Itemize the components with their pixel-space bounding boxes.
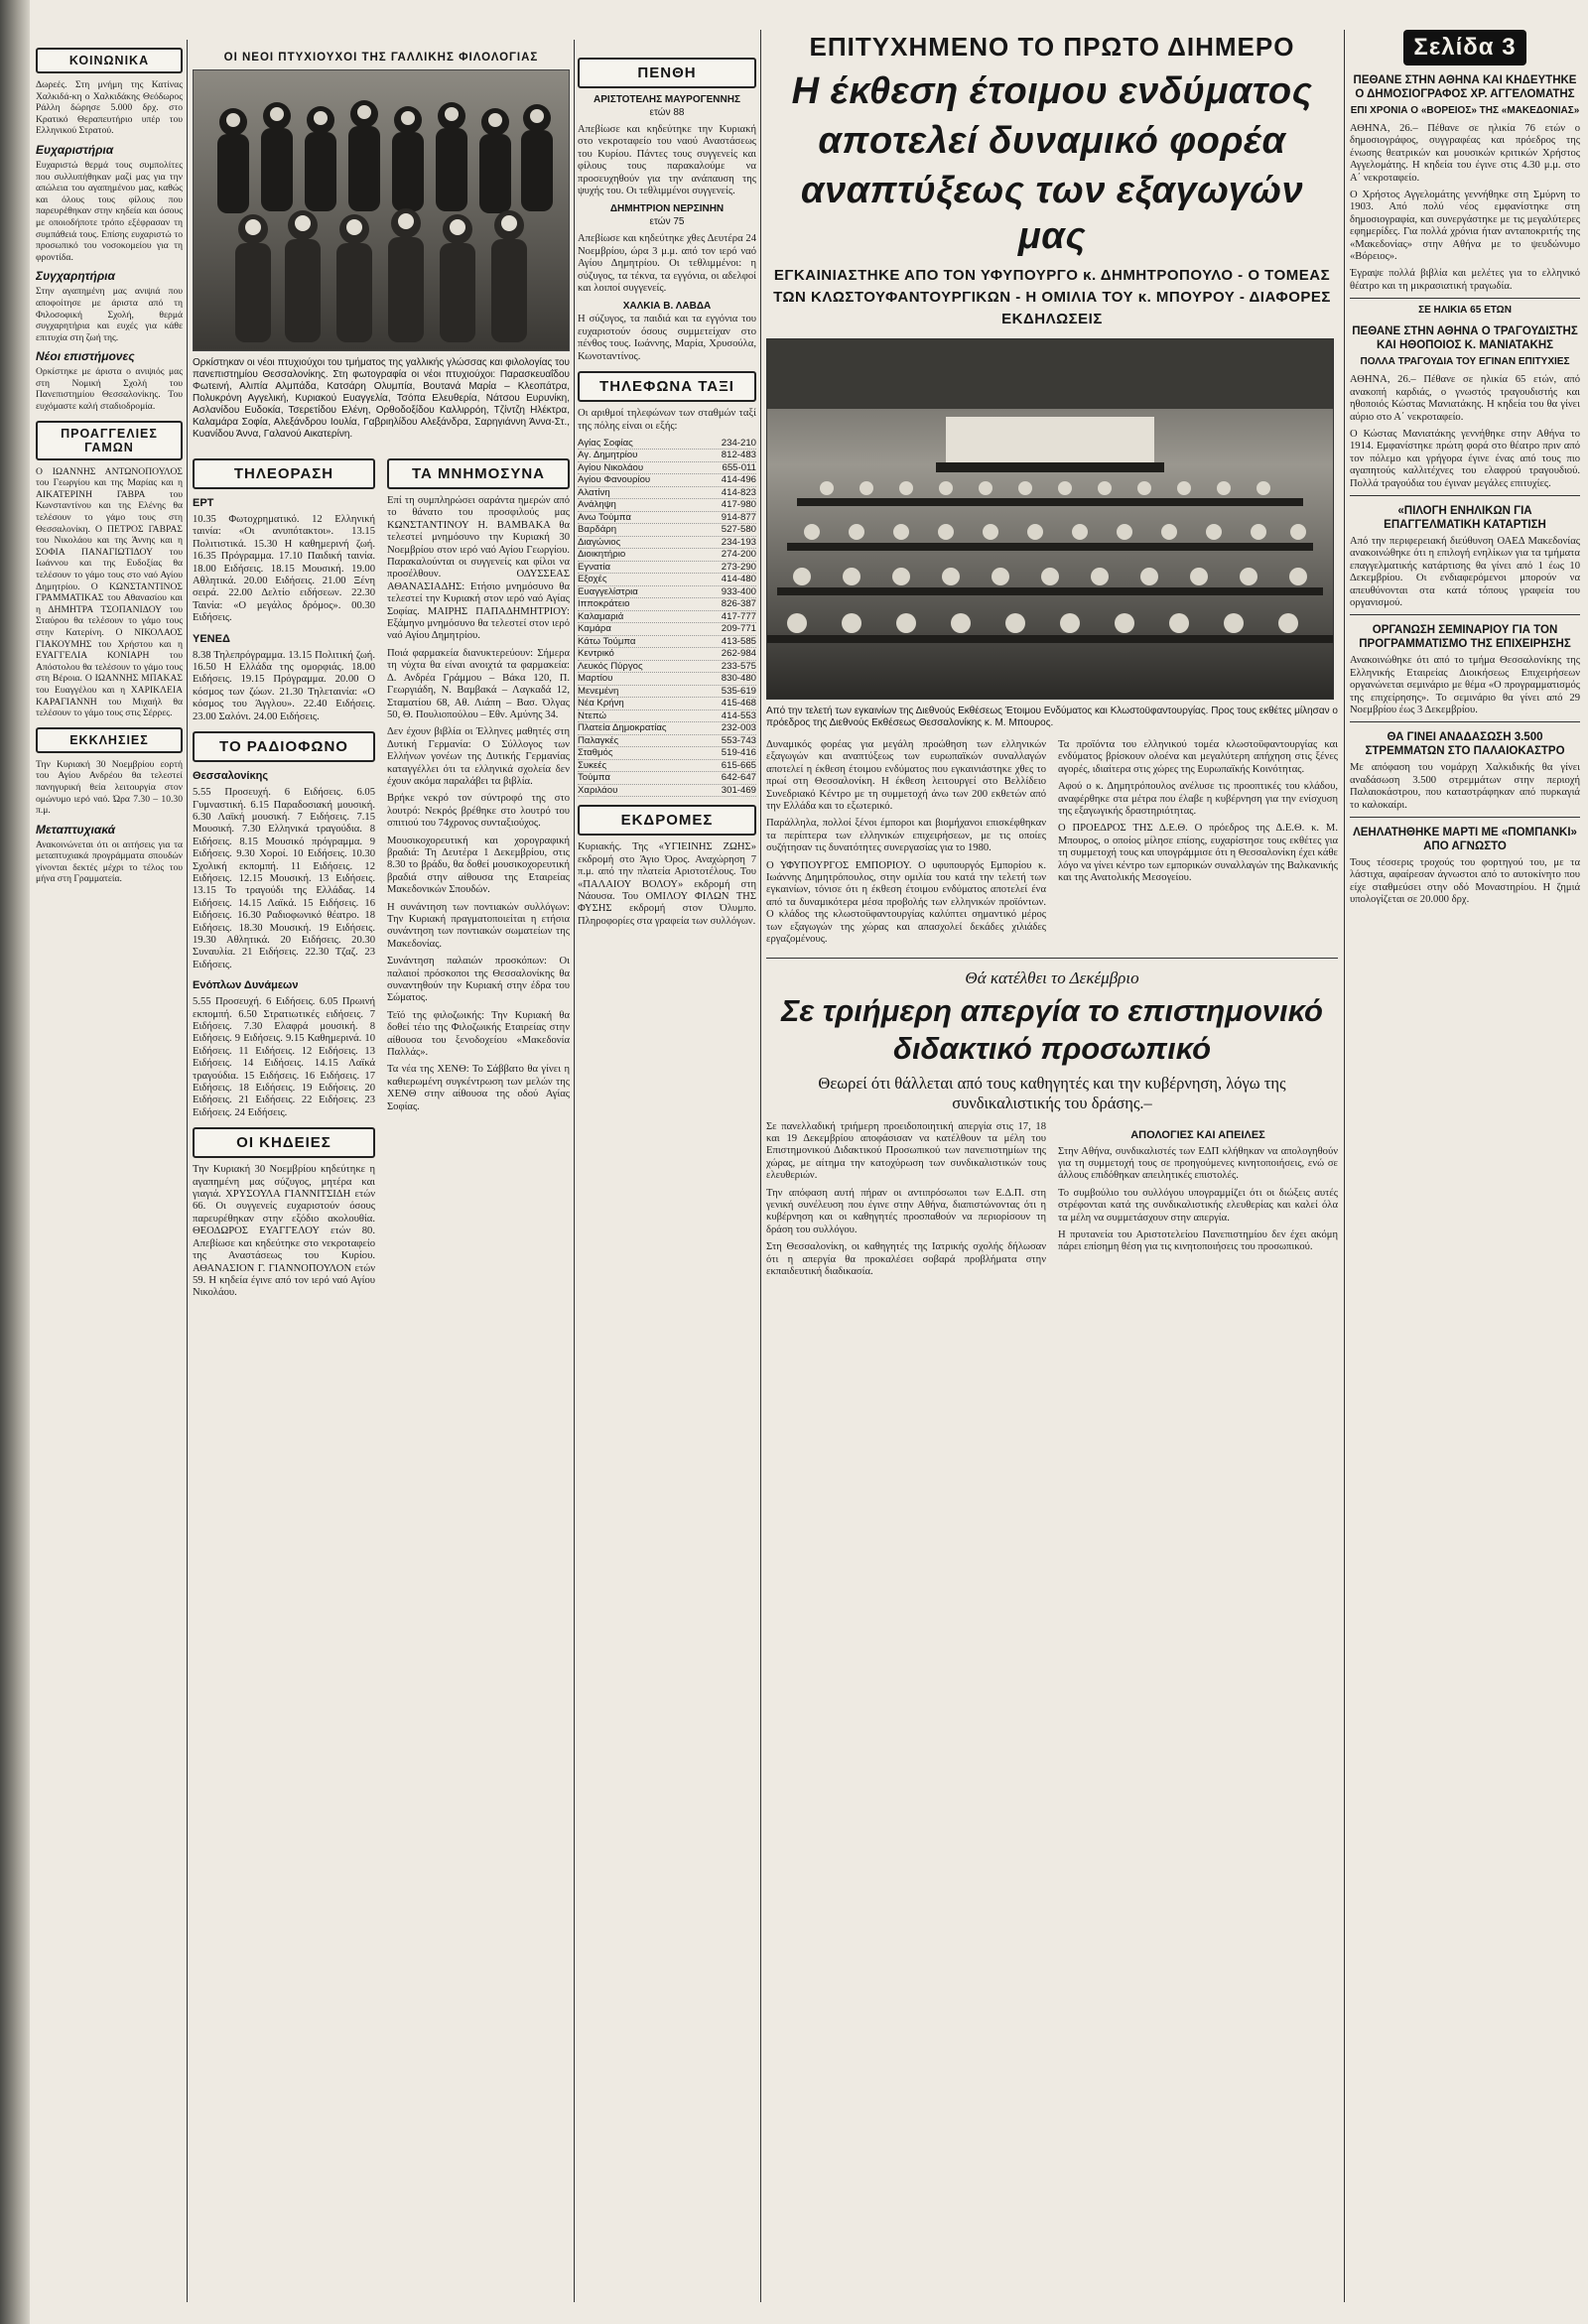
taxi-phone-row bbox=[578, 636, 756, 649]
strike-paragraph: Το συμβούλιο του συλλόγου υπογραμμίζει ότι οι διώξεις αυτές στρέφονται κατά της συνδικαλιστικής ελευθερίας και καλεί όλα τα μέλη να συμμετάσχουν στην απεργία. bbox=[1058, 1187, 1338, 1224]
taxi-phone-row bbox=[578, 512, 756, 525]
taxi-stand-name: Αλατίνη bbox=[578, 486, 610, 498]
news-brief: Ποιά φαρμακεία διανυκτερεύουν: Σήμερα τη νύχτα θα είναι ανοιχτά τα φαρμακεία: Δ. Ανδρέα Γράμμου – Βάκα 120, Π. Γεωργιάδη, Ν. Βαμβακά – Λαγκαδά 12, Σταματίου 68, Αθ. Λιάπη – Βασ. Όλγας 50, Θ. Πουλιοπούλου – Εθν. Αμύνης 34. bbox=[387, 647, 570, 720]
page-section-label: Σελίδα 3 bbox=[1403, 30, 1525, 65]
taxi-phone-row bbox=[578, 648, 756, 661]
lead-body-right bbox=[1058, 739, 1338, 952]
armed-forces-radio-heading: Ενόπλων Δυνάμεων bbox=[193, 979, 299, 992]
social-text: Δωρεές. Στη μνήμη της Κατίνας Χαλκιδά-κη ο Χαλκιδάκης Θεόδωρος Ράλλη δώρησε 5.000 δρχ. στο Κρατικό Θεραπευτήριο υπέρ του Ελληνικού Στρατού. bbox=[36, 79, 183, 137]
armed-forces-radio-schedule: 5.55 Προσευχή. 6 Ειδήσεις. 6.05 Πρωινή εκπομπή. 6.50 Στρατιωτικές ειδήσεις. 7 Ειδήσεις. 7.30 Ελαφρά μουσική. 8 Ειδήσεις. 9 Ειδήσεις. 9.15 Καθημερινά. 10 Ειδήσεις. 11 Ειδήσεις. 12 Ειδήσεις. 13 Ειδήσεις. 14 Ειδήσεις. 14.15 Λαϊκά τραγούδια. 15 Ειδήσεις. 16 Ειδήσεις. 17 Ειδήσεις. 18 Ειδήσεις. 19 Ειδήσεις. 20 Ειδήσεις. 21 Ειδήσεις. 22 Ειδήσεις. 23 Ειδήσεις. 24 Ειδήσεις. bbox=[193, 996, 375, 1118]
taxi-stand-name: Τούμπα bbox=[578, 772, 610, 784]
taxi-stand-number: 527-580 bbox=[721, 524, 756, 536]
taxi-phones-heading: ΤΗΛΕΦΩΝΑ ΤΑΞΙ bbox=[578, 371, 756, 402]
taxi-stand-name: Βαρδάρη bbox=[578, 524, 617, 536]
taxi-phone-row bbox=[578, 487, 756, 500]
taxi-phone-row bbox=[578, 661, 756, 674]
column-rule bbox=[1344, 30, 1345, 2302]
news-brief: Βρήκε νεκρό τον σύντροφό της στο λουτρό: Νεκρός βρέθηκε στο λουτρό του σπιτιού του 74χρονος συνταξιούχος. bbox=[387, 793, 570, 830]
taxi-stand-name: Αγίου Νικολάου bbox=[578, 461, 644, 473]
deceased-age: ετών 75 bbox=[649, 216, 685, 228]
social-head: Μεταπτυχιακά bbox=[36, 822, 116, 837]
taxi-phone-row bbox=[578, 438, 756, 451]
taxi-phones-intro: Οι αριθμοί τηλεφώνων των σταθμών ταξί της πόλης είναι οι εξής: bbox=[578, 408, 756, 432]
reforestation-headline: ΘΑ ΓΙΝΕΙ ΑΝΑΔΑΣΩΣΗ 3.500 ΣΤΡΕΜΜΑΤΩΝ ΣΤΟ ΠΑΛΑΙΟΚΑΣΤΡΟ bbox=[1365, 731, 1565, 758]
column-rule bbox=[187, 40, 188, 2302]
taxi-stand-number: 642-647 bbox=[721, 772, 756, 784]
singer-obit-paragraph: ΑΘΗΝΑ, 26.– Πέθανε σε ηλικία 65 ετών, από ανακοπή καρδιάς, ο γνωστός τραγουδιστής και ηθοποιός Κώστας Μανιατάκης. Η κηδεία του θα γίνει αύριο στο Α΄ νεκροταφείο. bbox=[1350, 374, 1580, 423]
social-item bbox=[36, 48, 183, 137]
taxi-stand-name: Ευαγγελίστρια bbox=[578, 585, 638, 597]
column-rule bbox=[574, 40, 575, 2302]
social-text: Ορκίστηκε με άριστα ο ανιψιός μας στη Νομική Σχολή του Πανεπιστημίου Θεσσαλονίκης. Του ευχόμαστε καλή σταδιοδρομία. bbox=[36, 366, 183, 413]
social-text: Στην αγαπημένη μας ανιψιά που αποφοίτησε με άριστα από τη Φιλοσοφική Σχολή, θερμά συγχαρητήρια και ευχές για κάθε επιτυχία στη ζωή της. bbox=[36, 286, 183, 343]
strike-story bbox=[766, 958, 1338, 1284]
news-brief: Συνάντηση παλαιών προσκόπων: Οι παλαιοί πρόσκοποι της Θεσσαλονίκης θα συναντηθούν την Κυριακή στην έδρα του Σώματος. bbox=[387, 956, 570, 1004]
social-text: Ανακοινώνεται ότι οι αιτήσεις για τα μεταπτυχιακά προγράμματα σπουδών γίνονται δεκτές μέχρι το τέλος του μήνα στη Γραμματεία. bbox=[36, 839, 183, 885]
taxi-stand-number: 234-210 bbox=[721, 437, 756, 449]
deceased-age: ετών 88 bbox=[649, 107, 685, 118]
training-text: Από την περιφερειακή διεύθυνση ΟΑΕΔ Μακεδονίας ανακοινώθηκε ότι η επιλογή ενηλίκων για τα τμήματα επαγγελματικής κατάρτισης θα γίνει από 1 έως 10 Δεκεμβρίου. Οι ενδιαφερόμενοι μπορούν να απευθύνονται στα κατά τόπους γραφεία του οργανισμού. bbox=[1350, 535, 1580, 608]
condolence-item bbox=[578, 301, 756, 363]
lead-paragraph: Τα προϊόντα του ελληνικού τομέα κλωστοϋφαντουργίας και ενδύματος βρίσκουν ολοένα και μεγαλύτερη απήχηση στις ξένες αγορές, ιδιαίτερα στις χώρες της Ευρωπαϊκής Κοινότητας. bbox=[1058, 739, 1338, 775]
taxi-stand-name: Ντεπώ bbox=[578, 710, 606, 721]
news-brief: Τα νέα της ΧΕΝΘ: Το Σάββατο θα γίνει η καθιερωμένη συγκέντρωση των μελών της ΧΕΝΘ στην αίθουσα της οδού Αγίας Σοφίας. bbox=[387, 1064, 570, 1112]
right-column bbox=[1350, 30, 1580, 2302]
lead-deck: ΕΓΚΑΙΝΙΑΣΤΗΚΕ ΑΠΟ ΤΟΝ ΥΦΥΠΟΥΡΓΟ κ. ΔΗΜΗΤΡΟΠΟΥΛΟ - Ο ΤΟΜΕΑΣ ΤΩΝ ΚΛΩΣΤΟΥΦΑΝΤΟΥΡΓΙΚΩΝ - Η ΟΜΙΛΙΑ ΤΟΥ κ. ΜΠΟΥΡΟΥ - ΔΙΑΦΟΡΕΣ ΕΚΔΗΛΩΣΕΙΣ bbox=[773, 267, 1331, 327]
condolence-item bbox=[578, 203, 756, 295]
news-brief: Δεν έχουν βιβλία οι Έλληνες μαθητές στη Δυτική Γερμανία: Ο Σύλλογος των Ελλήνων γονέων της Δυτικής Γερμανίας καταγγέλλει ότι τα ελληνικά σχολεία δεν έχουν ακόμα παραλάβει τα βιβλία. bbox=[387, 726, 570, 787]
memorials-heading: ΤΑ ΜΝΗΜΟΣΥΝΑ bbox=[387, 458, 570, 489]
taxi-stand-number: 414-823 bbox=[721, 486, 756, 498]
lead-paragraph: Αφού ο κ. Δημητρόπουλος ανέλυσε τις προοπτικές του κλάδου, αναφέρθηκε στα μέτρα που έλαβε η κυβέρνηση για την ενίσχυση της εξαγωγικής δραστηριότητας. bbox=[1058, 781, 1338, 818]
taxi-phone-row bbox=[578, 524, 756, 537]
taxi-stand-number: 535-619 bbox=[721, 685, 756, 697]
taxi-phone-row bbox=[578, 562, 756, 575]
taxi-stand-number: 830-480 bbox=[721, 673, 756, 685]
social-head: Ευχαριστήρια bbox=[36, 142, 114, 157]
memorials-text: Επί τη συμπληρώσει σαράντα ημερών από το θάνατο του προσφιλούς μας ΚΩΝΣΤΑΝΤΙΝΟΥ Η. ΒΑΜΒΑΚΑ θα τελεστεί μνημόσυνο την Κυριακή 30 Νοεμβρίου στον ιερό ναό Αγίου Γεωργίου. Παρακαλούνται οι συγγενείς και φίλοι να προσέλθουν. ΟΔΥΣΣΕΑΣ ΑΘΑΝΑΣΙΑΔΗΣ: Ετήσιο μνημόσυνο θα τελεστεί την Κυριακή στον ιερό ναό Αγίας Σοφίας. ΜΑΙΡΗΣ ΠΑΠΑΔΗΜΗΤΡΙΟΥ: Εξάμηνο μνημόσυνο θα τελεστεί στον ιερό ναό Αγίου Δημητρίου. bbox=[387, 495, 570, 642]
social-item bbox=[36, 349, 183, 412]
deceased-name: ΧΑΛΚΙΑ Β. ΛΑΒΔΑ bbox=[622, 301, 712, 313]
thessaloniki-radio-schedule: 5.55 Προσευχή. 6 Ειδήσεις. 6.05 Γυμναστική. 6.15 Παραδοσιακή μουσική. 6.30 Λαϊκή μουσική. 7 Ειδήσεις. 7.15 Μουσική. 7.30 Ελληνικά τραγούδια. 8 Ειδήσεις. 8.15 Μουσικό πρόγραμμα. 9 Ειδήσεις. 9.30 Χοροί. 10 Ειδήσεις. 10.30 Σχολική εκπομπή. 11 Ειδήσεις. 12 Ειδήσεις. 12.15 Μουσική. 13 Ειδήσεις. 13.15 Το τραγούδι της Ελλάδας. 14 Ειδήσεις. 14.15 Λαϊκά. 15 Ειδήσεις. 16 Ειδήσεις. 16.30 Ραδιοφωνικό θέατρο. 18 Ειδήσεις. 18.30 Μουσική. 19 Ειδήσεις. 19.30 Αθλητικά. 20 Ειδήσεις. 20.30 Συναυλία. 21 Ειδήσεις. 22.30 Τζαζ. 23 Ειδήσεις. bbox=[193, 787, 375, 970]
social-head: ΕΚΚΛΗΣΙΕΣ bbox=[36, 727, 183, 753]
social-item bbox=[36, 269, 183, 343]
lead-body-left bbox=[766, 739, 1046, 952]
taxi-stand-number: 273-290 bbox=[721, 561, 756, 573]
journalist-obit-paragraph: Ο Χρήστος Αγγελομάτης γεννήθηκε στη Σμύρνη το 1903. Από πολύ νέος εμφανίστηκε στη δημοσιογραφία, και συνεργάστηκε με τις μεγαλύτερες εφημερίδες. Για πολλά χρόνια ήταν ανταποκριτής της «Μακεδονίας» στην Αθήνα με το ψευδώνυμο «Βόρειος». bbox=[1350, 190, 1580, 263]
taxi-phone-row bbox=[578, 474, 756, 487]
exhibition-photo bbox=[766, 338, 1334, 700]
taxi-stand-number: 933-400 bbox=[721, 585, 756, 597]
social-text: Ο ΙΩΑΝΝΗΣ ΑΝΤΩΝΟΠΟΥΛΟΣ του Γεωργίου και της Μαρίας και η ΑΙΚΑΤΕΡΙΝΗ ΓΑΒΡΑ του Κωνσταντίνου και της Ελένης θα τελέσουν το γάμο τους στη Θεσσαλονίκη. Ο ΠΕΤΡΟΣ ΓΑΒΡΑΣ του Νικολάου και της Άννης και η ΣΟΦΙΑ ΠΑΝΑΓΙΩΤΙΔΟΥ του Ιωάννου και της Ευδοξίας θα τελέσουν το γάμο τους στο ναό Αγίου Δημητρίου. Ο ΚΩΝΣΤΑΝΤΙΝΟΣ ΓΡΑΜΜΑΤΙΚΑΣ του Αθανασίου και η ΔΗΜΗΤΡΑ ΤΣΟΠΑΝΙΔΟΥ του Σταύρου θα τελέσουν το γάμο τους στην Κατερίνη. Ο ΝΙΚΟΛΑΟΣ ΓΙΑΚΟΥΜΗΣ του Χρήστου και η ΕΥΑΓΓΕΛΙΑ ΚΟΝΙΑΡΗ του Απόστολου θα τελέσουν το γάμο τους στη Βέροια. Ο ΙΩΑΝΝΗΣ ΜΠΑΚΑΣ του Ευαγγέλου και η ΧΑΡΙΚΛΕΙΑ ΚΑΡΑΓΙΑΝΝΗ του Μιχαήλ θα τελέσουν το γάμο τους στις Σέρρες. bbox=[36, 465, 183, 719]
taxi-phone-row bbox=[578, 623, 756, 636]
listings-column bbox=[193, 50, 570, 2312]
taxi-stand-number: 553-743 bbox=[721, 734, 756, 746]
taxi-stand-name: Νέα Κρήνη bbox=[578, 698, 624, 710]
radio-heading: ΤΟ ΡΑΔΙΟΦΩΝΟ bbox=[193, 731, 375, 762]
taxi-stand-number: 826-387 bbox=[721, 598, 756, 610]
taxi-phone-row bbox=[578, 537, 756, 550]
taxi-phone-row bbox=[578, 760, 756, 773]
taxi-stand-name: Εξοχές bbox=[578, 574, 607, 585]
taxi-stand-name: Ανω Τούμπα bbox=[578, 511, 631, 523]
taxi-stand-number: 414-553 bbox=[721, 710, 756, 721]
strike-paragraph: Στην Αθήνα, συνδικαλιστές των ΕΔΠ κλήθηκαν να απολογηθούν για τη συμμετοχή τους σε προηγούμενες κινητοποιήσεις, ενώ σε άλλους επιδόθηκαν απειλητικές επιστολές. bbox=[1058, 1145, 1338, 1182]
singer-kicker: ΣΕ ΗΛΙΚΙΑ 65 ΕΤΩΝ bbox=[1418, 305, 1512, 317]
taxi-phone-row bbox=[578, 686, 756, 699]
taxi-stand-name: Καμάρα bbox=[578, 623, 611, 635]
social-head: ΠΡΟΑΓΓΕΛΙΕΣ ΓΑΜΩΝ bbox=[36, 421, 183, 460]
section-divider bbox=[1350, 298, 1580, 299]
taxi-stand-number: 233-575 bbox=[721, 660, 756, 672]
taxi-phone-row bbox=[578, 462, 756, 475]
taxi-stand-number: 914-877 bbox=[721, 511, 756, 523]
condolence-text: Η σύζυγος, τα παιδιά και τα εγγόνια του ευχαριστούν όσους συμμετείχαν στο πένθος τους. Ιωάννης, Μαρία, Χρυσούλα, Κωνσταντίνος. bbox=[578, 314, 756, 362]
graduates-photo-image bbox=[194, 70, 569, 350]
social-head: Νέοι επιστήμονες bbox=[36, 349, 135, 364]
taxi-stand-number: 413-585 bbox=[721, 635, 756, 647]
lead-headline-line: αναπτύξεως των εξαγωγών μας bbox=[800, 170, 1304, 257]
taxi-stand-name: Κεντρικό bbox=[578, 648, 614, 660]
taxi-stand-number: 417-980 bbox=[721, 499, 756, 511]
section-divider bbox=[1350, 721, 1580, 722]
condolence-text: Απεβίωσε και κηδεύτηκε χθες Δευτέρα 24 Νοεμβρίου, ώρα 3 μ.μ. από τον ιερό ναό Αγίου Δημητρίου. Οι τεθλιμμένοι: η σύζυγος, τα τέκνα, τα εγγόνια, οι αδελφοί και λοιποί συγγενείς. bbox=[578, 233, 756, 295]
graduates-caption: Ορκίστηκαν οι νέοι πτυχιούχοι του τμήματος της γαλλικής γλώσσας και φιλολογίας του πανεπιστημίου Θεσσαλονίκης. Στη φωτογραφία οι νέοι πτυχιούχοι: Παρασκευαΐδου Φωτεινή, Αλιπία Αλμπάδα, Κατσάρη Ολυμπία, Βουτανά Μαρία – Κλεοπάτρα, Πολυκρόνη Αγγελική, Κυριακού Ευαγγελία, Τσόπα Ελευθερία, Νάτσου Ευρυνίκη, Ασλανίδου Ευδοκία, Τσερετίδου Ελένη, Ορθοδοξίδου Καλλιρρόη, Τζίντζη Ηλέκτρα, Καλαμάρα Σοφία, Αλεξάνδρου Ιουλία, Γαβριηλίδου Αλεξάνδρα, Σαρηγιάννη Άννα-Στ., Κυανίδου Άννα, Γαλανού Αικατερίνη. bbox=[193, 357, 570, 440]
taxi-stand-name: Ανάληψη bbox=[578, 499, 616, 511]
social-item bbox=[36, 421, 183, 719]
thessaloniki-radio-heading: Θεσσαλονίκης bbox=[193, 770, 269, 783]
taxi-stand-name: Παλαγκές bbox=[578, 734, 619, 746]
section-divider bbox=[1350, 495, 1580, 496]
social-column bbox=[36, 40, 183, 2302]
condolence-text: Απεβίωσε και κηδεύτηκε την Κυριακή στο νεκροταφείο του ναού Αναστάσεως του Κυρίου. Πάντες τους συγγενείς και φίλους τους παρακαλούμε να προσευχηθούν για την ανάπαυση της ψυχής του. Οι τεθλιμμένοι συγγενείς. bbox=[578, 124, 756, 197]
taxi-phone-row bbox=[578, 735, 756, 748]
taxi-phone-row bbox=[578, 785, 756, 798]
excursions-heading: ΕΚΔΡΟΜΕΣ bbox=[578, 805, 756, 836]
journalist-obit-paragraph: ΑΘΗΝΑ, 26.– Πέθανε σε ηλικία 76 ετών ο δημοσιογράφος, συγγραφέας και πρόεδρος της ένωσης θεατρικών και μουσικών κριτικών Χρήστος Αγγελομάτης. Η κηδεία του έγινε στις 4.30 μ.μ. στο Α΄ νεκροταφείο. bbox=[1350, 123, 1580, 184]
news-brief: Μουσικοχορευτική και χορογραφική βραδιά: Τη Δευτέρα 1 Δεκεμβρίου, στις 8.30 το βράδυ, θα δοθεί μουσικοχορευτική βραδιά στην αίθουσα της Εταιρείας Μακεδονικών Σπουδών. bbox=[387, 835, 570, 896]
social-item bbox=[36, 143, 183, 263]
taxi-stand-name: Εγνατία bbox=[578, 561, 611, 573]
taxi-stand-name: Καλαμαριά bbox=[578, 610, 624, 622]
reforestation-text: Με απόφαση του νομάρχη Χαλκιδικής θα γίνει αναδάσωση 3.500 στρεμμάτων στην περιοχή Παλαιοκάστρου, που καταστράφηκαν από πυρκαγιά το καλοκαίρι. bbox=[1350, 762, 1580, 811]
funerals-text: Την Κυριακή 30 Νοεμβρίου κηδεύτηκε η αγαπημένη μας σύζυγος, μητέρα και γιαγιά. ΧΡΥΣΟΥΛΑ ΓΙΑΝΝΙΤΣΙΔΗ ετών 66. Οι συγγενείς ευχαριστούν όσους παρευρέθηκαν στην εξόδιο ακολουθία. ΘΕΟΔΩΡΟΣ ΕΥΑΓΓΕΛΟΥ ετών 80. Απεβίωσε και κηδεύτηκε στο νεκροταφείο της Αναστάσεως του Κυρίου. ΑΘΑΝΑΣΙΟΝ Γ. ΓΙΑΝΝΟΠΟΥΛΟΝ ετών 59. Η κηδεία έγινε από τον ιερό ναό Αγίου Νικολάου. bbox=[193, 1164, 375, 1299]
yened-heading: ΥΕΝΕΔ bbox=[193, 632, 230, 645]
theft-text: Τους τέσσερις τροχούς του φορτηγού του, με τα λάστιχα, αφαίρεσαν άγνωστοι από το αυτοκίνητο που είχε σταθμεύσει στην οδό Μοναστηρίου. Η ζημιά υπολογίζεται σε 20.000 δρχ. bbox=[1350, 857, 1580, 906]
strike-deck: Θεωρεί ότι θάλλεται από τους καθηγητές και την κυβέρνηση, λόγω της συνδικαλιστικής του δράσης.– bbox=[818, 1073, 1286, 1112]
exhibition-photo-image bbox=[767, 339, 1333, 699]
section-divider bbox=[1350, 614, 1580, 615]
excursions-text: Κυριακής. Της «ΥΓΙΕΙΝΗΣ ΖΩΗΣ» εκδρομή στο Άγιο Όρος. Αναχώρηση 7 π.μ. από την πλατεία Αριστοτέλους. Του «ΠΑΛΑΙΟΥ ΒΟΛΟΥ» εκδρομή στη Νάουσα. Του ΟΜΙΛΟΥ ΦΙΛΩΝ ΤΗΣ ΦΥΣΗΣ εκδρομή στον Όλυμπο. Πληροφορίες στα γραφεία των συλλόγων. bbox=[578, 841, 756, 927]
taxi-stand-name: Ιπποκράτειο bbox=[578, 598, 630, 610]
taxi-stand-number: 209-771 bbox=[721, 623, 756, 635]
taxi-phone-row bbox=[578, 549, 756, 562]
taxi-stand-number: 655-011 bbox=[722, 461, 756, 473]
theft-headline: ΛΕΗΛΑΤΗΘΗΚΕ ΜΑΡΤΙ ΜΕ «ΠΟΜΠΑΝΚΙ» ΑΠΟ ΑΓΝΩΣΤΟ bbox=[1353, 827, 1577, 853]
strike-paragraph: Σε πανελλαδική τριήμερη προειδοποιητική απεργία στις 17, 18 και 19 Δεκεμβρίου αποφάσισαν να κατέλθουν τα μέλη του Επιστημονικού Διδακτικού Προσωπικού των πανεπιστημίων της χώρας, με αίτημα την κατοχύρωση των συνδικαλιστικών τους ελευθεριών. bbox=[766, 1120, 1046, 1182]
taxi-stand-name: Λευκός Πύργος bbox=[578, 660, 643, 672]
binding-gutter bbox=[0, 0, 30, 2324]
lead-headline-line: Η έκθεση έτοιμου ενδύματος bbox=[791, 70, 1313, 112]
column-rule bbox=[760, 30, 761, 2302]
taxi-phone-row bbox=[578, 747, 756, 760]
condolences-heading: ΠΕΝΘΗ bbox=[578, 58, 756, 88]
social-item bbox=[36, 823, 183, 885]
singer-obit-paragraph: Ο Κώστας Μανιατάκης γεννήθηκε στην Αθήνα το 1914. Εμφανίστηκε πρώτη φορά στο θέατρο πριν από τον πόλεμο και γρήγορα έγινε ένας από τους πιο αγαπητούς καλλιτέχνες του ελαφρού τραγουδιού. Πολλά τραγούδια του έγιναν μεγάλες επιτυχίες. bbox=[1350, 428, 1580, 489]
news-brief: Η συνάντηση των ποντιακών συλλόγων: Την Κυριακή πραγματοποιείται η ετήσια συνάντηση των ποντιακών σωματείων της Μακεδονίας. bbox=[387, 901, 570, 950]
taxi-phone-row bbox=[578, 673, 756, 686]
memorials-notes bbox=[387, 451, 570, 1305]
taxi-phone-row bbox=[578, 450, 756, 462]
taxi-stand-number: 414-480 bbox=[721, 574, 756, 585]
seminar-headline: ΟΡΓΑΝΩΣΗ ΣΕΜΙΝΑΡΙΟΥ ΓΙΑ ΤΟΝ ΠΡΟΓΡΑΜΜΑΤΙΣΜΟ ΤΗΣ ΕΠΙΧΕΙΡΗΣΗΣ bbox=[1359, 624, 1571, 651]
taxi-stand-number: 519-416 bbox=[721, 747, 756, 759]
lead-story bbox=[766, 30, 1338, 2302]
strike-paragraph: Την απόφαση αυτή πήραν οι αντιπρόσωποι των Ε.Δ.Π. στη γενική συνέλευση που έγινε στην Αθήνα, διαπιστώνοντας ότι η κυβέρνηση και οι καθηγητές προσπαθούν να περιορίσουν τη δράση του συλλόγου. bbox=[766, 1187, 1046, 1235]
taxi-phone-row bbox=[578, 598, 756, 611]
taxi-phone-row bbox=[578, 698, 756, 710]
taxi-stand-name: Αγίας Σοφίας bbox=[578, 437, 633, 449]
singer-obit-headline: ΠΕΘΑΝΕ ΣΤΗΝ ΑΘΗΝΑ Ο ΤΡΑΓΟΥΔΙΣΤΗΣ ΚΑΙ ΗΘΟΠΟΙΟΣ Κ. ΜΑΝΙΑΤΑΚΗΣ bbox=[1352, 325, 1578, 352]
taxi-stand-name: Διαγώνιος bbox=[578, 536, 621, 548]
taxi-stand-name: Συκεές bbox=[578, 759, 607, 771]
taxi-stand-number: 414-496 bbox=[721, 474, 756, 486]
taxi-stand-name: Μαρτίου bbox=[578, 673, 613, 685]
strike-body-right bbox=[1058, 1121, 1338, 1284]
strike-paragraph: Στη Θεσσαλονίκη, οι καθηγητές της Ιατρικής σχολής δήλωσαν ότι η απεργία θα προκαλέσει σοβαρά προβλήματα στην εκπαιδευτική διαδικασία. bbox=[766, 1241, 1046, 1277]
taxi-phone-row bbox=[578, 772, 756, 785]
social-head: ΚΟΙΝΩΝΙΚΑ bbox=[36, 48, 183, 73]
ert-heading: ΕΡΤ bbox=[193, 497, 214, 509]
taxi-stand-number: 417-777 bbox=[721, 610, 756, 622]
taxi-stand-number: 232-003 bbox=[721, 722, 756, 734]
taxi-phone-row bbox=[578, 722, 756, 735]
tv-heading: ΤΗΛΕΟΡΑΣΗ bbox=[193, 458, 375, 489]
social-text: Ευχαριστώ θερμά τους συμπολίτες που συλλυπήθηκαν μαζί μας για την απώλεια του αγαπημένου μας, καθώς και όλους τους φίλους που παρευρέθηκαν στην κηδεία και όσους με οποιοδήποτε τρόπο εξέφρασαν τη συμπάθειά τους. Επίσης ευχαριστώ το προσωπικό του νοσοκομείου για τη φροντίδα. bbox=[36, 159, 183, 263]
taxi-stand-name: Χαριλάου bbox=[578, 784, 618, 796]
singer-obit-subhead: ΠΟΛΛΑ ΤΡΑΓΟΥΔΙΑ ΤΟΥ ΕΓΙΝΑΝ ΕΠΙΤΥΧΙΕΣ bbox=[1360, 356, 1570, 368]
training-headline: «ΠΙΛΟΓΗ ΕΝΗΛΙΚΩΝ ΓΙΑ ΕΠΑΓΓΕΛΜΑΤΙΚΗ ΚΑΤΑΡΤΙΣΗ bbox=[1384, 504, 1546, 531]
section-divider bbox=[1350, 817, 1580, 818]
taxi-stand-number: 615-665 bbox=[721, 759, 756, 771]
taxi-stand-name: Μενεμένη bbox=[578, 685, 619, 697]
taxi-phone-row bbox=[578, 574, 756, 586]
graduates-photo bbox=[193, 69, 570, 351]
ert-schedule: 10.35 Φωτοχρηματικό. 12 Ελληνική ταινία: «Οι ανυπότακτοι». 13.15 Πολιτιστικά. 15.30 Η καθημερινή ζωή. 16.35 Πρόγραμμα. 17.10 Παιδική ταινία. 18.00 Ειδήσεις. 18.15 Μουσική. 19.00 Αθλητικά. 20.00 Ειδήσεις. 21.00 Ξένη σειρά. 22.00 Δελτίο ειδήσεων. 22.30 Ταινία: «Ο μεγάλος δρόμος». 00.30 Ειδήσεις. bbox=[193, 514, 375, 624]
taxi-phone-row bbox=[578, 499, 756, 512]
taxi-phone-row bbox=[578, 710, 756, 723]
seminar-text: Ανακοινώθηκε ότι από το τμήμα Θεσσαλονίκης της Ελληνικής Εταιρείας Διοικήσεως Επιχειρήσεων οργανώνεται σεμινάριο με θέμα «Ο προγραμματισμός της επιχείρησης». Το σεμινάριο θα γίνει από 29 Νοεμβρίου έως 3 Δεκεμβρίου. bbox=[1350, 655, 1580, 715]
taxi-stand-name: Κάτω Τούμπα bbox=[578, 635, 636, 647]
lead-paragraph: Δυναμικός φορέας για μεγάλη προώθηση των ελληνικών εξαγωγών και αναπτύξεως των ευρωπαϊκών συναλλαγών αποτελεί η έκθεση έτοιμου ενδύματος που εγκαινιάστηκε χθες το πρωί στη Θεσσαλονίκη. Η έκθεση λειτουργεί στο Βελλίδειο Συνεδριακό Κέντρο με τη συμμετοχή άνω των 200 εκθετών από την Ελλάδα και το εξωτερικό. bbox=[766, 739, 1046, 813]
deceased-name: ΔΗΜΗΤΡΙΟΝ ΝΕΡΣΙΝΗΝ bbox=[609, 203, 725, 215]
yened-schedule: 8.38 Τηλεπρόγραμμα. 13.15 Πολιτική ζωή. 16.50 Η Ελλάδα της ομορφιάς. 18.00 Ειδήσεις. 19.15 Πρόγραμμα. 20.00 Ο κόσμος των ζώων. 21.30 Τηλεταινία: «Ο κόσμος του Άγγλου». 22.40 Ειδήσεις. 23.00 Σαλόνι. 24.00 Ειδήσεις. bbox=[193, 649, 375, 722]
strike-subhead: ΑΠΟΛΟΓΙΕΣ ΚΑΙ ΑΠΕΙΛΕΣ bbox=[1130, 1128, 1265, 1141]
taxi-stand-number: 301-469 bbox=[721, 784, 756, 796]
lead-paragraph: Ο ΠΡΟΕΔΡΟΣ ΤΗΣ Δ.Ε.Θ. Ο πρόεδρος της Δ.Ε.Θ. κ. Μ. Μπουρος, ο οποίος μίλησε επίσης, ευχαρίστησε τους εκθέτες για τη συμμετοχή τους και υπογράμμισε ότι η Θεσσαλονίκη έχει κάθε λόγο να γίνει κέντρο των εμπορικών συναλλαγών της Βαλκανικής και της Ανατολικής Μεσογείου. bbox=[1058, 823, 1338, 884]
strike-body-left bbox=[766, 1121, 1046, 1284]
social-item bbox=[36, 727, 183, 817]
deceased-name: ΑΡΙΣΤΟΤΕΛΗΣ ΜΑΥΡΟΓΕΝΝΗΣ bbox=[594, 94, 740, 105]
strike-kicker: Θά κατέλθει το Δεκέμβριο bbox=[965, 968, 1139, 987]
social-head: Συγχαρητήρια bbox=[36, 269, 115, 284]
taxi-stand-number: 812-483 bbox=[721, 450, 756, 461]
taxi-phone-row bbox=[578, 611, 756, 624]
taxi-phone-row bbox=[578, 586, 756, 599]
taxi-stand-name: Διοικητήριο bbox=[578, 549, 626, 561]
taxi-stand-number: 234-193 bbox=[721, 536, 756, 548]
section-label-wrap bbox=[1350, 30, 1580, 65]
lead-headline-line: αποτελεί δυναμικό φορέα bbox=[818, 120, 1286, 162]
taxi-stand-name: Σταθμός bbox=[578, 747, 613, 759]
strike-headline: Σε τριήμερη απεργία το επιστημονικό διδακτικό προσωπικό bbox=[781, 992, 1323, 1066]
exhibition-caption: Από την τελετή των εγκαινίων της Διεθνούς Εκθέσεως Έτοιμου Ενδύματος και Κλωστοϋφαντουργίας. Προς τους εκθέτες μίλησαν ο πρόεδρος της Διεθνούς Εκθέσεως Θεσσαλονίκης κ. Μ. Μπουρος. bbox=[766, 706, 1338, 728]
lead-kicker: ΕΠΙΤΥΧΗΜΕΝΟ ΤΟ ΠΡΩΤΟ ΔΙΗΜΕΡΟ bbox=[809, 32, 1295, 62]
lead-paragraph: Ο ΥΦΥΠΟΥΡΓΟΣ ΕΜΠΟΡΙΟΥ. Ο υφυπουργός Εμπορίου κ. Ιωάννης Δημητρόπουλος, στην ομιλία του κατά την τελετή των εγκαινίων, τόνισε ότι η έκθεση έτοιμου ενδύματος αποτελεί ένα από τα δυναμικότερα μέσα προβολής των ελληνικών προϊόντων. Ο κλάδος της κλωστοϋφαντουργίας καλύπτει σημαντικό μέρος των εξαγωγών της χώρας και απασχολεί δεκάδες χιλιάδες εργαζομένους. bbox=[766, 859, 1046, 946]
taxi-stand-name: Αγ. Δημητρίου bbox=[578, 450, 638, 461]
photo-title: ΟΙ ΝΕΟΙ ΠΤΥΧΙΟΥΧΟΙ ΤΗΣ ΓΑΛΛΙΚΗΣ ΦΙΛΟΛΟΓΙΑΣ bbox=[223, 52, 539, 64]
social-text: Την Κυριακή 30 Νοεμβρίου εορτή του Αγίου Ανδρέου θα τελεστεί πανηγυρική θεία λειτουργία στον ομώνυμο ιερό ναό. Ώρα 7.30 – 10.30 π.μ. bbox=[36, 758, 183, 817]
condolence-item bbox=[578, 94, 756, 197]
tv-listings bbox=[193, 451, 375, 1305]
strike-paragraph: Η πρυτανεία του Αριστοτελείου Πανεπιστημίου δεν έχει ακόμη πάρει επίσημη θέση για τις κινητοποιήσεις του προσωπικού. bbox=[1058, 1228, 1338, 1253]
notices-column bbox=[578, 50, 756, 2312]
funerals-heading: ΟΙ ΚΗΔΕΙΕΣ bbox=[193, 1127, 375, 1158]
journalist-obit-paragraph: Έγραψε πολλά βιβλία και μελέτες για το ελληνικό θέατρο και τη μικρασιατική τραγωδία. bbox=[1350, 268, 1580, 292]
taxi-stand-number: 415-468 bbox=[721, 698, 756, 710]
lead-paragraph: Παράλληλα, πολλοί ξένοι έμποροι και βιομήχανοι επισκέφθηκαν τα περίπτερα των ελληνικών επιχειρήσεων, με τις οποίες συζήτησαν τις δυνατότητες συνεργασίας για το 1980. bbox=[766, 818, 1046, 854]
taxi-stand-name: Αγίου Φανουρίου bbox=[578, 474, 651, 486]
journalist-obit-headline: ΠΕΘΑΝΕ ΣΤΗΝ ΑΘΗΝΑ ΚΑΙ ΚΗΔΕΥΤΗΚΕ Ο ΔΗΜΟΣΙΟΓΡΑΦΟΣ ΧΡ. ΑΓΓΕΛΟΜΑΤΗΣ bbox=[1353, 74, 1577, 100]
taxi-stand-number: 274-200 bbox=[721, 549, 756, 561]
news-brief: Τεϊό της φιλοζωικής: Την Κυριακή θα δοθεί τέιο της Φιλοζωικής Εταιρείας στην αίθουσα του ξενοδοχείου «Μακεδονία Παλλάς». bbox=[387, 1009, 570, 1059]
taxi-phone-list bbox=[578, 438, 756, 798]
taxi-stand-number: 262-984 bbox=[721, 648, 756, 660]
journalist-obit-subhead: ΕΠΙ ΧΡΟΝΙΑ Ο «ΒΟΡΕΙΟΣ» ΤΗΣ «ΜΑΚΕΔΟΝΙΑΣ» bbox=[1350, 105, 1580, 116]
taxi-stand-name: Πλατεία Δημοκρατίας bbox=[578, 722, 667, 734]
